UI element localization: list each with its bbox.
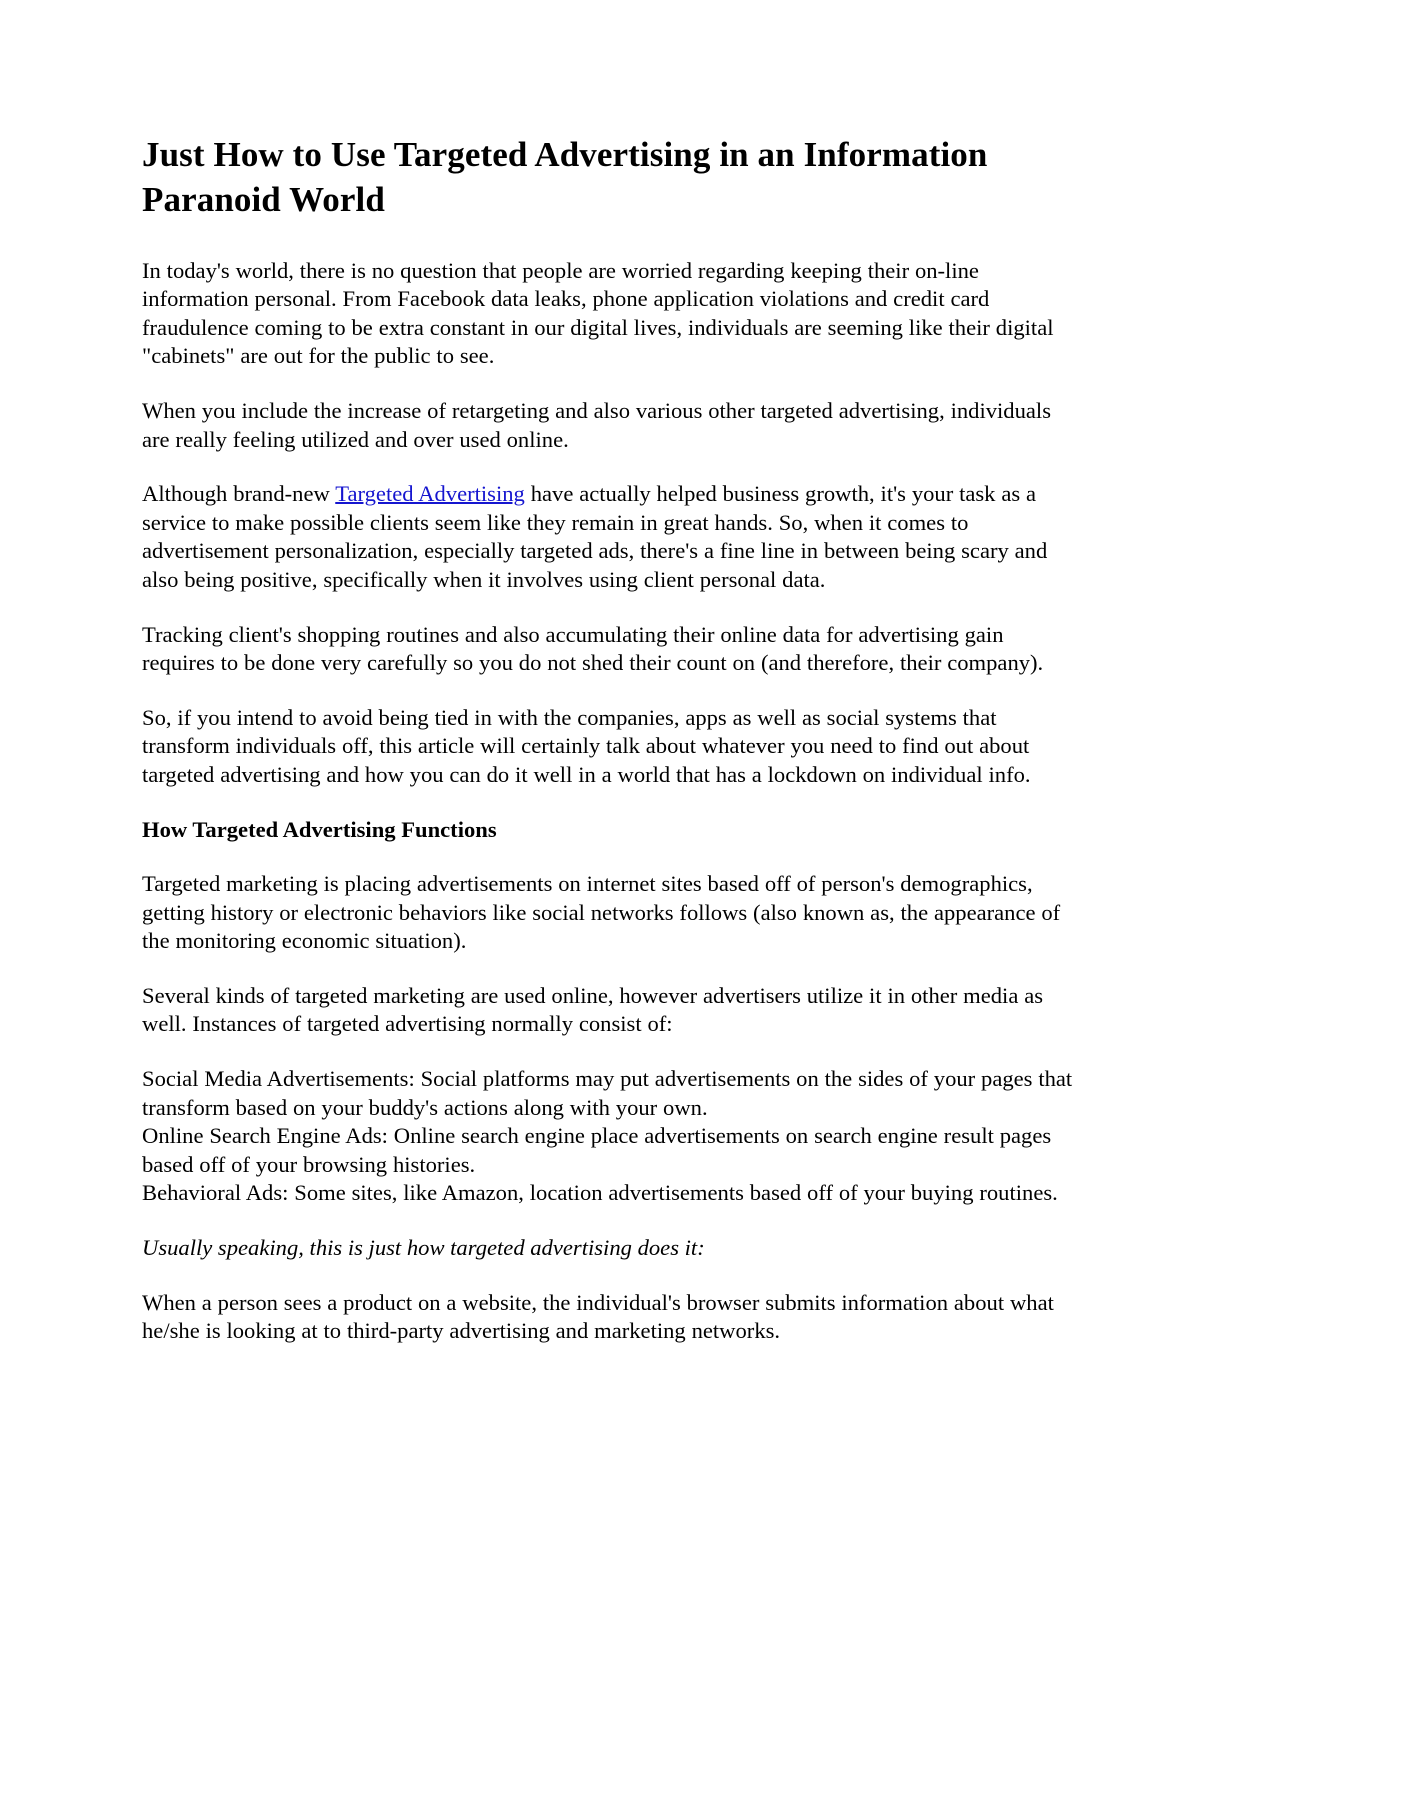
italic-note: Usually speaking, this is just how targeted advertising does it: bbox=[142, 1235, 705, 1261]
paragraph-intro: In today's world, there is no question that people are worried regarding keeping their on-line information personal. From Facebook data leaks, phone application violations and credit card fraudulence coming to be extra constant in our digital lives, individuals are seeming like their digital "cabinets" are out for the public to see. bbox=[142, 257, 1054, 369]
paragraph-link-lead-text: Although brand-new bbox=[142, 481, 336, 507]
list-item-social-media-advertisements: Social Media Advertisements: Social platforms may put advertisements on the sides of your pages that transform based on your buddy's actions along with your own. bbox=[142, 1066, 1073, 1120]
section-heading-how-targeted-advertising-functions: How Targeted Advertising Functions bbox=[142, 816, 497, 842]
paragraph-overview: So, if you intend to avoid being tied in with the companies, apps as well as social systems that transform individuals off, this article will certainly talk about whatever you need to find out about targeted advertising and how you can do it well in a world that has a lockdown on individual info. bbox=[142, 704, 1031, 787]
page-title: Just How to Use Targeted Advertising in an Information Paranoid World bbox=[142, 135, 988, 219]
paragraph-closing: When a person sees a product on a website, the individual's browser submits information about what he/she is looking at to third-party advertising and marketing networks. bbox=[142, 1289, 1054, 1344]
list-item-online-search-engine-ads: Online Search Engine Ads: Online search engine place advertisements on search engine result pages based off of your browsing histories. bbox=[142, 1123, 1052, 1177]
targeted-advertising-link[interactable]: Targeted Advertising bbox=[335, 481, 525, 507]
paragraph-link-trail-text: have actually helped business growth, it's your task as a service to make possible clients seem like they remain in great hands. So, when it comes to advertisement personalization, especially targeted ads, there's a fine line in between being scary and also being positive, specifically when it involves using client personal data. bbox=[142, 481, 1048, 592]
paragraph-with-link bbox=[142, 480, 1074, 594]
paragraph-retargeting: When you include the increase of retargeting and also various other targeted advertising, individuals are really feeling utilized and over used online. bbox=[142, 397, 1051, 452]
paragraph-tracking: Tracking client's shopping routines and also accumulating their online data for advertising gain requires to be done very carefully so you do not shed their count on (and therefore, their company). bbox=[142, 621, 1044, 676]
list-item-behavioral-ads: Behavioral Ads: Some sites, like Amazon, location advertisements based off of your buying routines. bbox=[142, 1180, 1058, 1206]
paragraph-kinds-of-targeted-marketing: Several kinds of targeted marketing are used online, however advertisers utilize it in other media as well. Instances of targeted advertising normally consist of: bbox=[142, 982, 1044, 1037]
ad-types-list bbox=[142, 1065, 1074, 1208]
paragraph-targeted-marketing-definition: Targeted marketing is placing advertisements on internet sites based off of person's demographics, getting history or electronic behaviors like social networks follows (also known as, the appearance of the monitoring economic situation). bbox=[142, 871, 1061, 954]
article-body bbox=[142, 133, 1074, 1372]
